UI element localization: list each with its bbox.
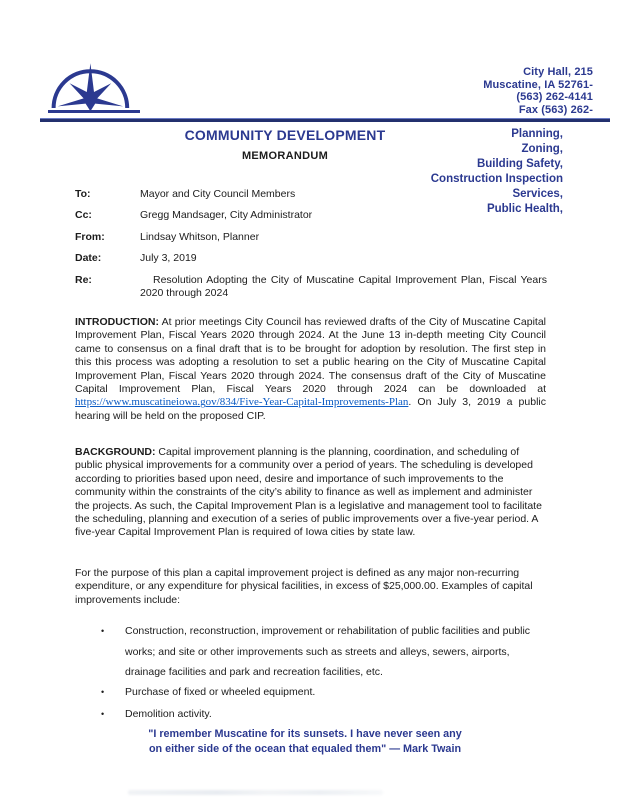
- address-line: City Hall, 215: [523, 66, 593, 78]
- memo-value: Mayor and City Council Members: [140, 188, 296, 200]
- city-compass-logo-icon: [44, 60, 140, 116]
- background-text: Capital improvement planning is the planning, coordination, and scheduling of public physical improvements for a community over a period of years. The scheduling is developed according to priorities based upon need, desire and importance of such improvements to the community within the constraints of the city’s ability to finance as well as implement and administer the projects. As such, the Capital Improvement Plan is a legislative and management tool to facilitate the scheduling, planning and execution of a series of public improvements over a five-year period. A five-year Capital Improvement Plan is required of Iowa cities by state law.: [75, 446, 542, 539]
- service-item: Services,: [512, 188, 563, 200]
- memo-label: Date:: [75, 252, 102, 265]
- quote-line: on either side of the ocean that equaled them" — Mark Twain: [148, 743, 462, 755]
- doc-type-title: MEMORANDUM: [241, 150, 329, 162]
- service-item: Zoning,: [521, 143, 563, 155]
- service-item: Public Health,: [486, 203, 563, 215]
- memo-row-cc: [75, 209, 547, 222]
- bullet-icon: •: [101, 686, 105, 697]
- introduction-text-before-link: At prior meetings City Council has reviewed drafts of the City of Muscatine Capital Improvement Plan, Fiscal Years 2020 through 2024. At the June 13 in-depth meeting City Council came to consensus on a final draft that is to be brought for adoption by resolution. The first step in this this process was adopting a resolution to set a public hearing on the City of Muscatine Capital Improvement Plan, Fiscal Years 2020 through 2024. The consensus draft of the City of Muscatine Capital Improvement Plan, Fiscal Years 2020 through 2024 can be downloaded at: [75, 316, 546, 396]
- service-item: Construction Inspection: [430, 173, 563, 185]
- memo-row-from: [75, 231, 547, 244]
- bullet-icon: •: [101, 708, 105, 719]
- page-bottom-scan-artifact: [128, 790, 383, 795]
- address-line: (563) 262-4141: [516, 91, 593, 103]
- memo-row-to: [75, 188, 547, 201]
- list-item: [75, 686, 546, 699]
- memo-value: July 3, 2019: [140, 252, 197, 265]
- quote-line: "I remember Muscatine for its sunsets. I have never seen any: [148, 728, 462, 740]
- mark-twain-quote: [140, 727, 470, 757]
- capital-improvements-bullet-list: [75, 621, 546, 730]
- memo-value: Lindsay Whitson, Planner: [140, 230, 260, 243]
- address-line: Muscatine, IA 52761-: [483, 78, 593, 91]
- introduction-paragraph: [75, 316, 546, 423]
- memo-row-re: [75, 274, 547, 301]
- bullet-text: Construction, reconstruction, improvement or rehabilitation of public facilities and public works; and site or other improvements such as streets and alleys, sewers, airports, drainage facilities and park and recreation facilities, etc.: [125, 625, 531, 678]
- department-title: COMMUNITY DEVELOPMENT: [184, 127, 386, 143]
- bullet-icon: •: [101, 626, 105, 636]
- logo-baseline: [48, 110, 140, 113]
- background-label: BACKGROUND:: [75, 446, 156, 458]
- memo-row-date: [75, 252, 547, 265]
- memo-label: To:: [75, 188, 91, 200]
- service-item: Planning,: [511, 128, 563, 140]
- introduction-label: INTRODUCTION:: [75, 316, 159, 328]
- list-item: [75, 708, 546, 721]
- memo-value: Gregg Mandsager, City Administrator: [140, 209, 313, 222]
- address-line: Fax (563) 262-: [518, 103, 593, 116]
- cip-download-link[interactable]: https://www.muscatineiowa.gov/834/Five-Year-Capital-Improvements-Plan: [75, 396, 409, 409]
- memo-label: Cc:: [75, 209, 92, 222]
- memo-label: From:: [75, 230, 105, 243]
- header-divider: [40, 118, 610, 122]
- bullet-text: Purchase of fixed or wheeled equipment.: [125, 685, 316, 698]
- background-paragraph: [75, 446, 546, 540]
- service-item: Building Safety,: [476, 158, 563, 170]
- memo-label: Re:: [75, 273, 92, 286]
- purpose-paragraph: For the purpose of this plan a capital improvement project is defined as any major non-recurring expenditure, or any expenditure for physical facilities, in excess of $25,000.00. Examples of capital improvements include:: [75, 567, 533, 606]
- memo-fields: [75, 188, 547, 309]
- address-block: [483, 66, 593, 116]
- list-item: [75, 621, 546, 683]
- bullet-text: Demolition activity.: [125, 707, 212, 720]
- memo-value: Resolution Adopting the City of Muscatine Capital Improvement Plan, Fiscal Years 2020 through 2024: [140, 273, 547, 300]
- introduction-text-after-link: . On July 3, 2019 a public hearing will be held on the proposed CIP.: [75, 396, 546, 422]
